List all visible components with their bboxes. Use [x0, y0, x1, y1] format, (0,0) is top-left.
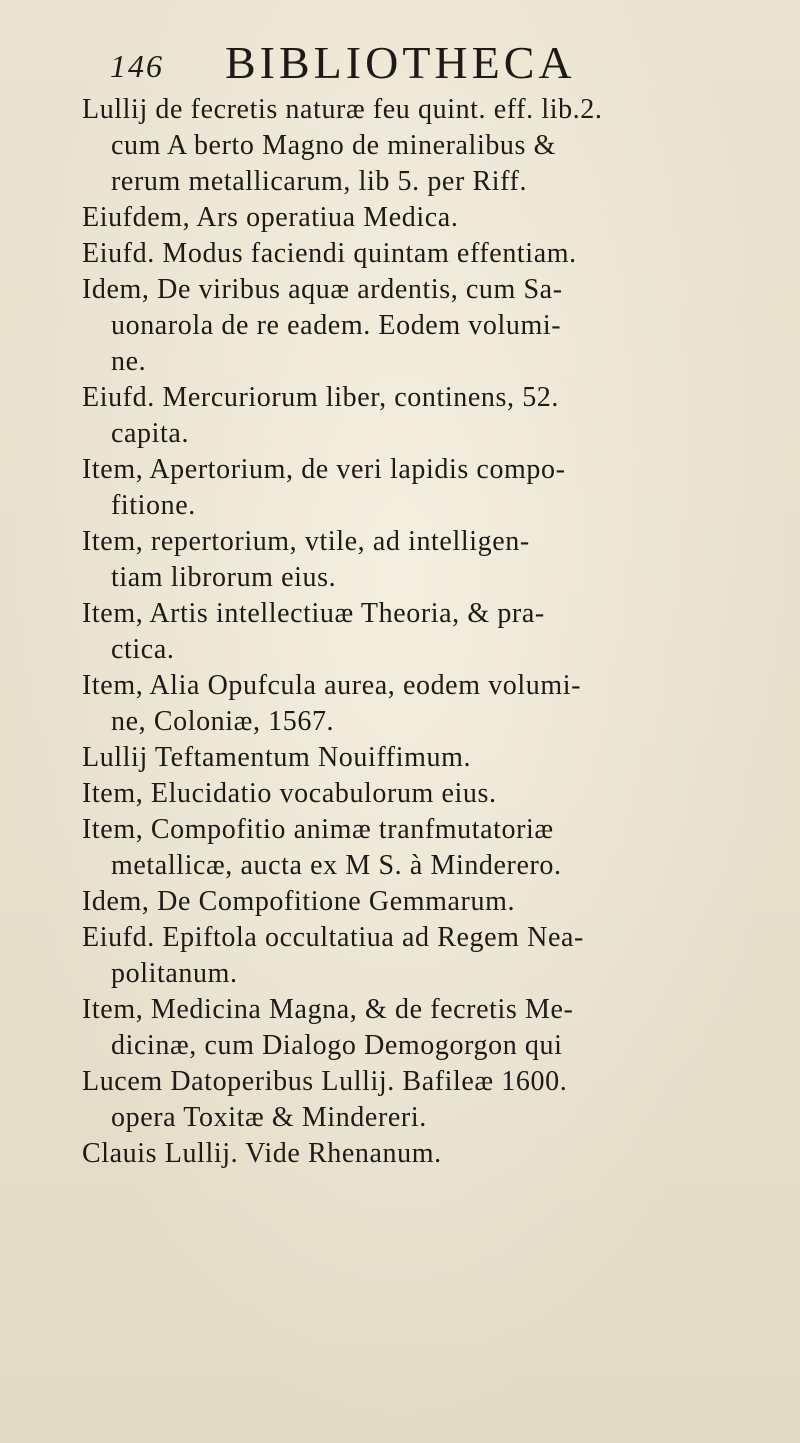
catalog-line: ne. [111, 346, 147, 377]
catalog-line: tiam librorum eius. [111, 562, 337, 593]
catalog-line: uonarola de re eadem. Eodem volumi- [111, 310, 562, 341]
catalog-line: Item, Artis intellectiuæ Theoria, & pra- [82, 598, 545, 629]
catalog-line: Item, Elucidatio vocabulorum eius. [82, 778, 497, 809]
catalog-line: metallicæ, aucta ex M S. à Minderero. [111, 850, 562, 881]
catalog-line: Item, Apertorium, de veri lapidis compo- [82, 454, 566, 485]
page-number: 146 [110, 48, 164, 84]
catalog-line: Lullij Teftamentum Nouiffimum. [82, 742, 472, 773]
catalog-line: Eiufdem, Ars operatiua Medica. [82, 202, 459, 233]
catalog-line: dicinæ, cum Dialogo Demogorgon qui [111, 1030, 563, 1061]
catalog-line: ctica. [111, 634, 175, 665]
catalog-line: Idem, De Compofitione Gemmarum. [82, 886, 516, 917]
catalog-line: opera Toxitæ & Mindereri. [111, 1102, 427, 1133]
catalog-line: Eiufd. Epiftola occultatiua ad Regem Nea- [82, 922, 584, 953]
catalog-line: fitione. [111, 490, 196, 521]
catalog-line: Eiufd. Modus faciendi quintam effentiam. [82, 238, 577, 269]
catalog-line: cum A berto Magno de mineralibus & [111, 130, 556, 161]
catalog-line: Idem, De viribus aquæ ardentis, cum Sa- [82, 274, 563, 305]
catalog-line: Lullij de fecretis naturæ feu quint. eff. lib.2. [82, 94, 603, 125]
catalog-line: Eiufd. Mercuriorum liber, continens, 52. [82, 382, 559, 413]
catalog-line: Clauis Lullij. Vide Rhenanum. [82, 1138, 442, 1169]
catalog-line: Item, repertorium, vtile, ad intelligen- [82, 526, 530, 557]
catalog-line: Item, Compofitio animæ tranfmutatoriæ [82, 814, 554, 845]
running-head: BIBLIOTHECA [225, 37, 576, 88]
catalog-line: ne, Coloniæ, 1567. [111, 706, 335, 737]
catalog-line: Item, Medicina Magna, & de fecretis Me- [82, 994, 574, 1025]
catalog-line: rerum metallicarum, lib 5. per Riff. [111, 166, 528, 197]
catalog-line: Lucem Datoperibus Lullij. Bafileæ 1600. [82, 1066, 568, 1097]
catalog-line: politanum. [111, 958, 238, 989]
catalog-line: capita. [111, 418, 190, 449]
catalog-line: Item, Alia Opufcula aurea, eodem volumi- [82, 670, 582, 701]
